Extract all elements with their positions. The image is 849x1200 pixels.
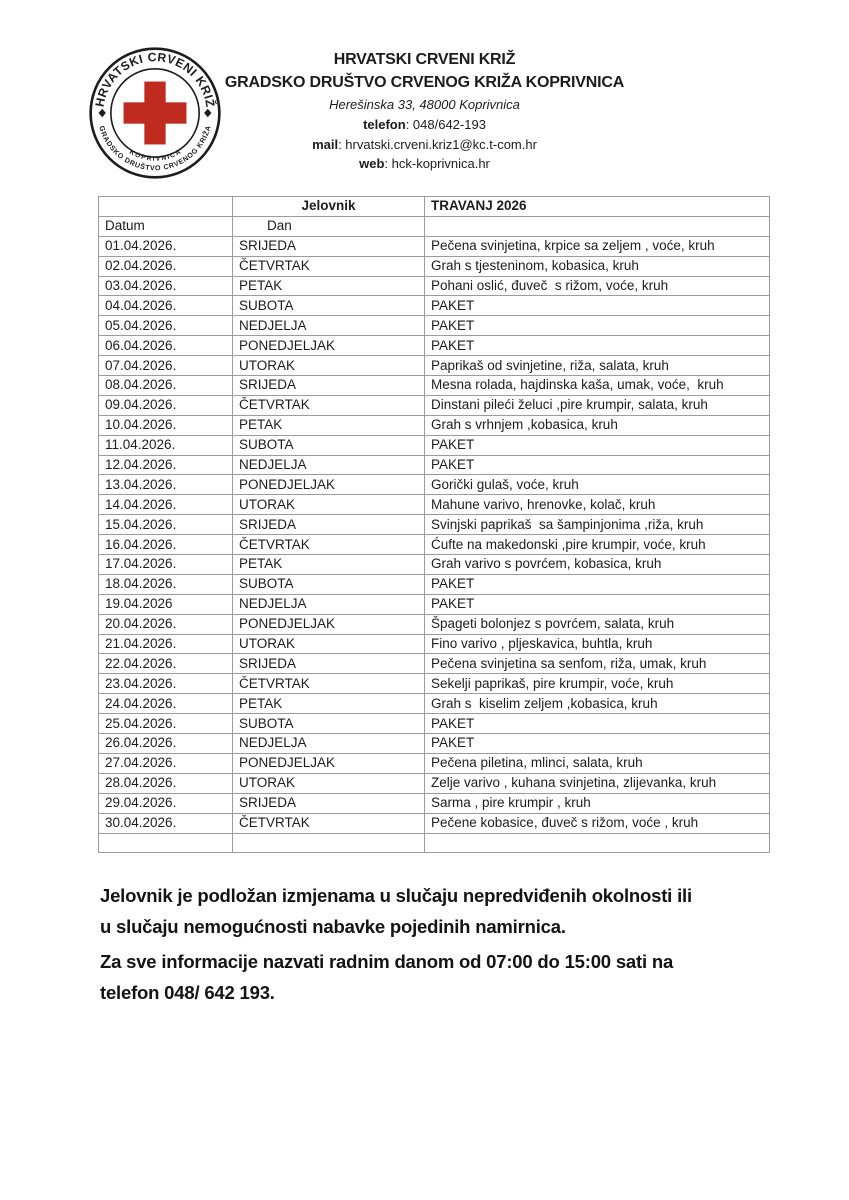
day-cell: PONEDJELJAK: [233, 753, 425, 773]
day-cell: SUBOTA: [233, 296, 425, 316]
menu-cell: PAKET: [425, 316, 770, 336]
menu-cell: Grah varivo s povrćem, kobasica, kruh: [425, 555, 770, 575]
date-cell: 17.04.2026.: [99, 555, 233, 575]
menu-cell: PAKET: [425, 455, 770, 475]
table-row: [99, 435, 770, 455]
date-cell: 07.04.2026.: [99, 356, 233, 376]
note-line: u slučaju nemogućnosti nabavke pojedinih namirnica.: [100, 915, 566, 937]
menu-cell: Dinstani pileći želuci ,pire krumpir, salata, kruh: [425, 395, 770, 415]
table-row: [99, 395, 770, 415]
table-row: [99, 594, 770, 614]
table-row: [99, 753, 770, 773]
table-title-row: [99, 197, 770, 217]
menu-cell: Grah s vrhnjem ,kobasica, kruh: [425, 415, 770, 435]
day-cell: PONEDJELJAK: [233, 336, 425, 356]
table-row: [99, 654, 770, 674]
table-row: [99, 356, 770, 376]
menu-cell: Sarma , pire krumpir , kruh: [425, 793, 770, 813]
table-row: [99, 714, 770, 734]
logo-bottom-arc-text: GRADSKO DRUŠTVO CRVENOG KRIŽA: [97, 124, 213, 173]
day-cell: UTORAK: [233, 634, 425, 654]
menu-cell: Mahune varivo, hrenovke, kolač, kruh: [425, 495, 770, 515]
date-cell: 23.04.2026.: [99, 674, 233, 694]
logo-top-arc-text: HRVATSKI CRVENI KRIŽ: [92, 50, 218, 108]
day-cell: SUBOTA: [233, 714, 425, 734]
table-row: [99, 455, 770, 475]
table-row: [99, 793, 770, 813]
day-cell: ČETVRTAK: [233, 674, 425, 694]
mail-label: mail: [312, 136, 339, 152]
day-cell: PETAK: [233, 694, 425, 714]
day-cell: NEDJELJA: [233, 455, 425, 475]
menu-cell: PAKET: [425, 574, 770, 594]
table-row: [99, 495, 770, 515]
month-header-cell: TRAVANJ 2026: [425, 197, 770, 217]
day-cell: PETAK: [233, 415, 425, 435]
menu-cell: Mesna rolada, hajdinska kaša, umak, voće, kruh: [425, 376, 770, 396]
day-cell: SUBOTA: [233, 435, 425, 455]
day-cell: SRIJEDA: [233, 515, 425, 535]
menu-cell: Sekelji paprikaš, pire krumpir, voće, kruh: [425, 674, 770, 694]
org-title: HRVATSKI CRVENI KRIŽ: [333, 51, 516, 68]
menu-cell: Špageti bolonjez s povrćem, salata, kruh: [425, 614, 770, 634]
table-row: [99, 734, 770, 754]
menu-cell: Pohani oslić, đuveč s rižom, voće, kruh: [425, 276, 770, 296]
day-cell: UTORAK: [233, 773, 425, 793]
jelovnik-header-cell: Jelovnik: [233, 197, 425, 217]
day-cell: PONEDJELJAK: [233, 475, 425, 495]
day-cell: NEDJELJA: [233, 594, 425, 614]
date-cell: 10.04.2026.: [99, 415, 233, 435]
date-cell: 29.04.2026.: [99, 793, 233, 813]
org-address: Herešinska 33, 48000 Koprivnica: [329, 97, 520, 112]
menu-cell: Grah s kiselim zeljem ,kobasica, kruh: [425, 694, 770, 714]
note-line: telefon 048/ 642 193.: [100, 981, 275, 1003]
note-disclaimer: [100, 881, 840, 942]
phone-line: [0, 115, 849, 135]
day-cell: ČETVRTAK: [233, 395, 425, 415]
day-cell: PONEDJELJAK: [233, 614, 425, 634]
menu-table: [98, 196, 770, 853]
date-cell: 28.04.2026.: [99, 773, 233, 793]
day-cell: SRIJEDA: [233, 376, 425, 396]
table-row: [99, 574, 770, 594]
menu-cell: PAKET: [425, 734, 770, 754]
logo-bottom-arc-text2: KOPRIVNICA: [128, 148, 182, 163]
date-cell: 22.04.2026.: [99, 654, 233, 674]
date-cell: 05.04.2026.: [99, 316, 233, 336]
menu-cell: Pečena svinjetina sa senfom, riža, umak, kruh: [425, 654, 770, 674]
date-cell: 26.04.2026.: [99, 734, 233, 754]
date-cell: 06.04.2026.: [99, 336, 233, 356]
day-cell: NEDJELJA: [233, 316, 425, 336]
table-row: [99, 236, 770, 256]
date-cell: 03.04.2026.: [99, 276, 233, 296]
note-contact: [100, 947, 840, 1008]
table-row: [99, 515, 770, 535]
menu-cell: Zelje varivo , kuhana svinjetina, zlijevanka, kruh: [425, 773, 770, 793]
date-cell: 13.04.2026.: [99, 475, 233, 495]
day-cell: SRIJEDA: [233, 236, 425, 256]
datum-column-header: Datum: [99, 216, 233, 236]
table-row: [99, 614, 770, 634]
date-cell: 01.04.2026.: [99, 236, 233, 256]
date-cell: 11.04.2026.: [99, 435, 233, 455]
table-row: [99, 773, 770, 793]
table-row: [99, 674, 770, 694]
date-cell: 25.04.2026.: [99, 714, 233, 734]
table-row: [99, 336, 770, 356]
menu-table-body: [99, 236, 770, 853]
date-cell: 12.04.2026.: [99, 455, 233, 475]
date-cell: 09.04.2026.: [99, 395, 233, 415]
dan-column-header: Dan: [233, 216, 425, 236]
date-cell: 21.04.2026.: [99, 634, 233, 654]
menu-cell: PAKET: [425, 714, 770, 734]
web-line: [0, 154, 849, 174]
day-cell: ČETVRTAK: [233, 813, 425, 833]
phone-value: : 048/642-193: [405, 117, 486, 132]
menu-cell: Gorički gulaš, voće, kruh: [425, 475, 770, 495]
note-line: Za sve informacije nazvati radnim danom od 07:00 do 15:00 sati na: [100, 951, 674, 972]
table-row: [99, 415, 770, 435]
day-cell: [233, 833, 425, 853]
date-cell: 24.04.2026.: [99, 694, 233, 714]
table-row: [99, 813, 770, 833]
org-subtitle: GRADSKO DRUŠTVO CRVENOG KRIŽA KOPRIVNICA: [224, 74, 625, 91]
menu-cell: Pečena piletina, mlinci, salata, kruh: [425, 753, 770, 773]
web-label: web: [359, 156, 385, 171]
day-cell: SRIJEDA: [233, 793, 425, 813]
day-cell: UTORAK: [233, 356, 425, 376]
table-row: [99, 316, 770, 336]
web-value: : hck-koprivnica.hr: [384, 156, 490, 171]
day-cell: SUBOTA: [233, 574, 425, 594]
table-subheader-row: [99, 216, 770, 236]
mail-line: [0, 135, 849, 155]
table-row: [99, 256, 770, 276]
menu-cell: PAKET: [425, 435, 770, 455]
menu-cell: Grah s tjesteninom, kobasica, kruh: [425, 256, 770, 276]
menu-cell: Pečena svinjetina, krpice sa zeljem , voće, kruh: [425, 236, 770, 256]
table-row: [99, 276, 770, 296]
menu-cell: Svinjski paprikaš sa šampinjonima ,riža, kruh: [425, 515, 770, 535]
day-cell: ČETVRTAK: [233, 256, 425, 276]
table-row: [99, 634, 770, 654]
date-cell: [99, 833, 233, 853]
phone-label: telefon: [363, 117, 406, 132]
menu-cell: Paprikaš od svinjetine, riža, salata, kruh: [425, 356, 770, 376]
notes-section: [100, 881, 840, 1013]
menu-cell: PAKET: [425, 296, 770, 316]
date-cell: 04.04.2026.: [99, 296, 233, 316]
note-line: Jelovnik je podložan izmjenama u slučaju nepredviđenih okolnosti ili: [100, 885, 692, 906]
menu-cell: Ćufte na makedonski ,pire krumpir, voće, kruh: [425, 535, 770, 555]
table-row: [99, 296, 770, 316]
empty-cell: [99, 197, 233, 217]
mail-value: : hrvatski.crveni.kriz1@kc.t-com.hr: [338, 136, 537, 152]
date-cell: 27.04.2026.: [99, 753, 233, 773]
table-row: [99, 535, 770, 555]
table-row: [99, 555, 770, 575]
table-row: [99, 833, 770, 853]
menu-cell: PAKET: [425, 594, 770, 614]
date-cell: 02.04.2026.: [99, 256, 233, 276]
day-cell: UTORAK: [233, 495, 425, 515]
day-cell: ČETVRTAK: [233, 535, 425, 555]
date-cell: 18.04.2026.: [99, 574, 233, 594]
date-cell: 08.04.2026.: [99, 376, 233, 396]
day-cell: PETAK: [233, 555, 425, 575]
day-cell: PETAK: [233, 276, 425, 296]
menu-cell: Pečene kobasice, đuveč s rižom, voće , kruh: [425, 813, 770, 833]
table-row: [99, 694, 770, 714]
day-cell: NEDJELJA: [233, 734, 425, 754]
date-cell: 20.04.2026.: [99, 614, 233, 634]
date-cell: 30.04.2026.: [99, 813, 233, 833]
date-cell: 15.04.2026.: [99, 515, 233, 535]
menu-cell: [425, 833, 770, 853]
menu-table-head: [99, 197, 770, 237]
menu-cell: Fino varivo , pljeskavica, buhtla, kruh: [425, 634, 770, 654]
org-header: [0, 49, 849, 174]
table-row: [99, 475, 770, 495]
day-cell: SRIJEDA: [233, 654, 425, 674]
date-cell: 19.04.2026: [99, 594, 233, 614]
menu-cell: PAKET: [425, 336, 770, 356]
date-cell: 14.04.2026.: [99, 495, 233, 515]
date-cell: 16.04.2026.: [99, 535, 233, 555]
table-row: [99, 376, 770, 396]
empty-cell: [425, 216, 770, 236]
